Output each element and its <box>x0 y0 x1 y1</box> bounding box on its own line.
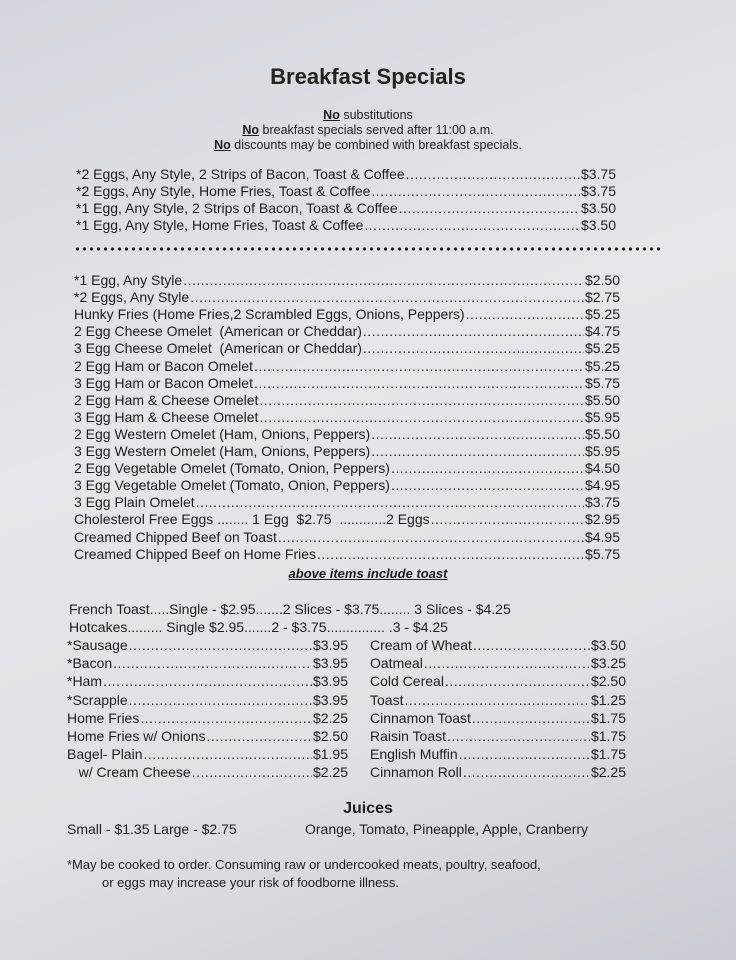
menu-item-row <box>370 692 626 708</box>
dot-leader <box>459 746 590 762</box>
dot-leader <box>103 673 312 689</box>
item-label: *Ham <box>67 673 103 690</box>
item-label: *1 Egg, Any Style <box>74 272 183 288</box>
menu-item-row <box>67 692 348 708</box>
dot-leader <box>406 166 580 182</box>
item-price: $2.25 <box>312 709 348 726</box>
menu-item-row <box>67 673 348 689</box>
juice-flavors: Orange, Tomato, Pineapple, Apple, Cranberry <box>305 821 589 837</box>
dotted-divider <box>74 246 664 252</box>
item-label: Bagel- Plain <box>67 746 143 763</box>
item-price: $1.75 <box>590 709 626 726</box>
dot-leader <box>364 217 580 233</box>
menu-item-row <box>370 655 626 671</box>
menu-item-row <box>76 217 616 233</box>
item-label: Home Fries w/ Onions <box>67 728 206 744</box>
item-label: *Sausage <box>67 637 128 653</box>
notice-emphasis: No <box>214 138 231 152</box>
dot-leader <box>363 340 584 356</box>
juices-heading: Juices <box>343 800 393 817</box>
item-label: 3 Egg Vegetable Omelet (Tomato, Onion, Peppers) <box>74 477 390 494</box>
item-label: 2 Egg Ham & Cheese Omelet <box>74 391 259 408</box>
item-label: Raisin Toast <box>370 728 447 744</box>
menu-item-row <box>370 746 626 762</box>
dot-leader <box>371 426 584 442</box>
item-label: 2 Egg Ham or Bacon Omelet <box>74 357 253 374</box>
footnote-line-2: or eggs may increase your risk of foodborne illness. <box>102 875 399 890</box>
notice-substitutions <box>0 108 736 122</box>
item-label: English Muffin <box>370 746 458 763</box>
item-label: 3 Egg Plain Omelet <box>74 494 195 511</box>
dot-leader <box>190 289 584 305</box>
menu-item-row <box>74 289 620 305</box>
item-price: $4.95 <box>584 477 620 494</box>
menu-item-row <box>370 673 626 689</box>
menu-item-row <box>74 546 620 562</box>
menu-item-row <box>74 358 620 374</box>
item-label: *Bacon <box>67 655 113 672</box>
item-price: $3.95 <box>312 655 348 672</box>
menu-item-row <box>74 460 620 476</box>
item-price: $4.50 <box>584 460 620 477</box>
notice-text: breakfast specials served after 11:00 a.m. <box>259 123 494 137</box>
menu-title: Breakfast Specials <box>270 64 466 89</box>
menu-item-row <box>74 392 620 408</box>
item-label: Hunky Fries (Home Fries,2 Scrambled Eggs, Onions, Peppers) <box>74 306 465 323</box>
item-price: $2.25 <box>312 764 348 781</box>
dot-leader <box>472 710 590 726</box>
item-price: $4.95 <box>584 528 620 545</box>
dot-leader <box>363 323 584 339</box>
item-price: $3.75 <box>580 183 616 199</box>
item-label: *2 Eggs, Any Style <box>74 289 190 306</box>
item-label: Creamed Chipped Beef on Home Fries <box>74 545 317 562</box>
dot-leader <box>183 272 584 288</box>
menu-item-row <box>74 477 620 493</box>
item-label: w/ Cream Cheese <box>67 764 191 781</box>
dot-leader <box>140 710 312 726</box>
menu-item-row <box>67 746 348 762</box>
dot-leader <box>466 306 584 322</box>
menu-item-row <box>67 764 348 780</box>
item-price: $2.50 <box>590 673 626 690</box>
dot-leader <box>424 655 590 671</box>
dot-leader <box>404 692 589 708</box>
item-label: Cream of Wheat <box>370 637 472 653</box>
item-price: $2.95 <box>584 511 620 528</box>
item-price: $5.50 <box>584 391 620 408</box>
menu-item-row <box>74 494 620 510</box>
item-label: *2 Eggs, Any Style, 2 Strips of Bacon, Toast & Coffee <box>76 166 405 182</box>
item-label: Oatmeal <box>370 655 423 672</box>
menu-item-row <box>67 637 348 653</box>
dot-leader <box>447 728 590 744</box>
menu-item-row <box>74 409 620 425</box>
item-price: $5.95 <box>584 443 620 459</box>
item-label: *2 Eggs, Any Style, Home Fries, Toast & Coffee <box>76 183 371 199</box>
item-price: $5.25 <box>584 357 620 374</box>
dot-leader <box>144 746 312 762</box>
item-label: 2 Egg Cheese Omelet (American or Cheddar) <box>74 323 362 340</box>
item-price: $5.75 <box>584 374 620 391</box>
dot-leader <box>278 529 584 545</box>
menu-item-row <box>74 529 620 545</box>
item-price: $2.50 <box>312 728 348 744</box>
notice-time-limit <box>0 123 736 137</box>
item-label: 3 Egg Ham or Bacon Omelet <box>74 374 253 391</box>
dot-leader <box>206 728 311 744</box>
menu-item-row <box>370 710 626 726</box>
dot-leader <box>431 511 584 527</box>
notice-text: discounts may be combined with breakfast specials. <box>230 138 522 152</box>
french-toast-line: French Toast.....Single - $2.95.......2 Slices - $3.75........ 3 Slices - $4.25 <box>69 601 511 617</box>
item-label: Toast <box>370 691 404 708</box>
item-price: $1.25 <box>590 691 626 708</box>
item-price: $4.75 <box>584 323 620 340</box>
notice-emphasis: No <box>323 108 340 122</box>
dot-leader <box>254 375 584 391</box>
dot-leader <box>129 692 312 708</box>
menu-item-row <box>370 764 626 780</box>
notice-text: substitutions <box>339 108 413 122</box>
item-price: $1.75 <box>590 728 626 744</box>
menu-item-row <box>67 710 348 726</box>
item-price: $1.95 <box>312 746 348 763</box>
item-price: $3.75 <box>580 166 616 182</box>
footnote-line-1: *May be cooked to order. Consuming raw or undercooked meats, poultry, seafood, <box>67 857 541 872</box>
notice-discounts <box>0 138 736 152</box>
menu-item-row <box>74 272 620 288</box>
item-price: $2.25 <box>590 764 626 781</box>
item-label: 2 Egg Vegetable Omelet (Tomato, Onion, Peppers) <box>74 460 390 477</box>
menu-item-row <box>67 728 348 744</box>
menu-item-row <box>76 183 616 199</box>
item-price: $3.95 <box>312 673 348 690</box>
item-price: $3.50 <box>590 637 626 653</box>
dot-leader <box>196 494 584 510</box>
menu-item-row <box>76 200 616 216</box>
menu-item-row <box>76 166 616 182</box>
item-label: Creamed Chipped Beef on Toast <box>74 528 277 545</box>
menu-item-row <box>74 323 620 339</box>
item-price: $3.50 <box>580 200 616 216</box>
item-price: $5.50 <box>584 425 620 442</box>
item-label: 3 Egg Western Omelet (Ham, Onions, Peppers) <box>74 443 371 459</box>
item-label: *1 Egg, Any Style, Home Fries, Toast & Coffee <box>76 217 364 233</box>
menu-item-row <box>370 637 626 653</box>
item-price: $5.95 <box>584 408 620 425</box>
juice-sizes: Small - $1.35 Large - $2.75 <box>67 821 237 837</box>
dot-leader <box>259 409 584 425</box>
dot-leader <box>371 443 584 459</box>
menu-item-row <box>74 375 620 391</box>
item-price: $2.75 <box>584 289 620 306</box>
item-price: $3.95 <box>312 691 348 708</box>
item-label: 3 Egg Cheese Omelet (American or Cheddar) <box>74 340 362 357</box>
dot-leader <box>391 460 584 476</box>
item-price: $3.50 <box>580 217 616 233</box>
dot-leader <box>399 200 580 216</box>
toast-note: above items include toast <box>288 566 448 581</box>
dot-leader <box>192 764 312 780</box>
item-price: $3.75 <box>584 494 620 511</box>
dot-leader <box>473 637 590 653</box>
dot-leader <box>463 764 590 780</box>
item-label: Cold Cereal <box>370 673 444 690</box>
dot-leader <box>259 392 584 408</box>
item-price: $3.25 <box>590 655 626 672</box>
menu-item-row <box>74 306 620 322</box>
item-price: $5.75 <box>584 545 620 562</box>
item-price: $5.25 <box>584 306 620 323</box>
menu-item-row <box>370 728 626 744</box>
item-price: $3.95 <box>312 637 348 653</box>
item-price: $1.75 <box>590 746 626 763</box>
dot-leader <box>371 183 580 199</box>
item-label: Home Fries <box>67 709 140 726</box>
item-label: *1 Egg, Any Style, 2 Strips of Bacon, Toast & Coffee <box>76 200 398 216</box>
item-label: Cinnamon Roll <box>370 764 462 781</box>
hotcakes-line: Hotcakes......... Single $2.95.......2 - $3.75............... .3 - $4.25 <box>69 619 448 635</box>
dot-leader <box>129 637 312 653</box>
item-label: *Scrapple <box>67 691 128 708</box>
notice-emphasis: No <box>242 123 260 137</box>
menu-item-row <box>74 443 620 459</box>
item-label: Cholesterol Free Eggs ........ 1 Egg $2.75 ............2 Eggs <box>74 511 430 528</box>
item-label: 2 Egg Western Omelet (Ham, Onions, Peppers) <box>74 425 371 442</box>
dot-leader <box>391 477 584 493</box>
dot-leader <box>445 673 590 689</box>
dot-leader <box>254 358 584 374</box>
menu-item-row <box>67 655 348 671</box>
menu-item-row <box>74 511 620 527</box>
item-price: $2.50 <box>584 272 620 288</box>
item-label: 3 Egg Ham & Cheese Omelet <box>74 408 259 425</box>
dot-leader <box>113 655 312 671</box>
dot-leader <box>317 546 584 562</box>
item-label: Cinnamon Toast <box>370 709 471 726</box>
menu-item-row <box>74 340 620 356</box>
item-price: $5.25 <box>584 340 620 357</box>
menu-item-row <box>74 426 620 442</box>
